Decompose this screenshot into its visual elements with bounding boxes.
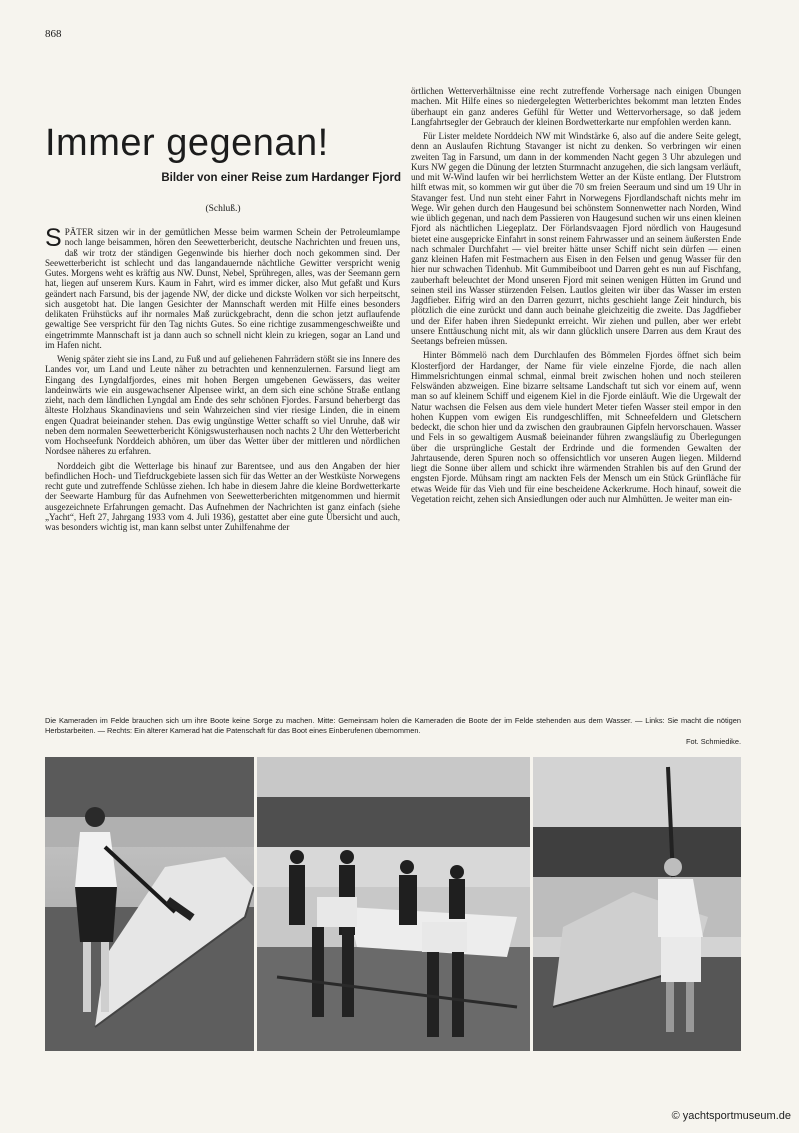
- photo-left-woman-scraping-boat: [45, 757, 254, 1051]
- watermark: © yachtsportmuseum.de: [671, 1110, 791, 1122]
- paragraph: Hinter Bömmelö nach dem Durchlaufen des Bömmelen Fjordes öffnet sich beim Klosterfjord der Hardanger, der Name für viele einzelne Fjorde, die nach allen Himmelsrichtungen einmal schmal, einmal breit zwischen hohen und noch steileren Felswänden abzweigen. Eine bizarre seltsame Landschaft tut sich vor einem auf, wenn man so auf kleinem Schiff und eigenem Kiel in die Fjorde einläuft. Wie die Urgewalt der Natur wachsen die Felsen aus dem viele hundert Meter tiefen Wasser steil empor in den hohen Kuppen vom ewigen Eis rundgeschliffen, mit Schneefeldern und Gletschern bedeckt, die schon hier und da zwischen den graubraunen Gipfeln hervorschauen. Wasser und Fels in so gewaltigem Ausmaß beieinander führen zwangsläufig zu Überlegungen über die ursprüngliche Gestalt der Erdrinde und die formenden Gewalten der Jahrtausende, deren Spuren noch so offensichtlich vor unseren Augen liegen. Mildernd liegt die Sonne über allem und schickt ihre wärmenden Strahlen bis auf den Grund der engsten Fjorde. Mühsam ringt am nackten Fels der Mensch um ein Stück Grünfläche für etwas Weide für das Vieh und für eine bescheidene Ackerkrume. Hoch hinauf, soweit die Vegetation reicht, zehen sich Ansiedlungen oder auch nur Almhütten. Je weiter man ein-: [411, 350, 741, 504]
- paragraph: Für Lister meldete Norddeich NW mit Windstärke 6, also auf die andere Seite gelegt, denn an Auslaufen Richtung Stavanger ist nicht zu denken. So verbringen wir einen zweiten Tag in Farsund, um dann in der kommenden Nacht gegen 3 Uhr abzulegen und Kurs NW gegen die Dünung der letzten Sturmnacht anzugehen, die sich langsam verläuft, und mit W-Wind laufen wir bei herrlichstem Wetter an der Küste entlang. Der Flutstrom hilft etwas mit, so kommen wir gut über die 70 sm freien Seeraum und sind um 19 Uhr in Stavanger fest. Und nun steht einer Fahrt in Norwegens Fjordlandschaft nichts mehr im Wege. Wir gehen durch den Haugesund bei schönstem Sonnenwetter nach Norden, Wind wie üblich gegenan, und nach dem Passieren von Haugesund suchen wir uns einen kleinen Fjord als nächtlichen Liegeplatz. Der Förlandsvaagen Fjord nördlich von Haugesund bietet eine ausgepricke Einfahrt in sonst reinem Fahrwasser und an seinem äußersten Ende nach schmaler Durchfahrt — viel breiter hätte unser Schiff nicht sein dürfen — einen ganz kleinen Hafen mit Festmachern aus Eisen in den Felsen und genug Wasser für den hier nur schwachen Tidenhub. Mit Gummibeiboot und Darren geht es nun auf Fischfang, zauberhaft beleuchtet der Mond unseren Fjord mit seinen wenigen Hütten im Grund und seinen steil ins Wasser stürzenden Felsen. Lautlos gleiten wir über das Wasser im ersten Jagdfieber. Eifrig wird an den Darren gezurrt, nichts geschieht lange Zeit hindurch, bis plötzlich die eine zurückt und dann auch beinahe gleichzeitig die zweite. Das Jagdfieber und der Eifer haben ihren Siedepunkt erreicht. Wir ziehen und pullen, aber wer erlebt unsere Enttäuschung nicht mit, als wir dann glücklich unsere Darren aus dem Kraut des Seetangs befreien müssen.: [411, 131, 741, 346]
- photo-right-man-with-boat: [533, 757, 741, 1051]
- paragraph: Wenig später zieht sie ins Land, zu Fuß und auf geliehenen Fahrrädern stößt sie ins Innere des Landes vor, um Land und Leute näher zu betrachten und kennenzulernen. Farsund liegt am Eingang des Lyngdalfjordes, eines mit hohen Bergen umgebenen Gewässers, das weiter landeinwärts wie ein ausgewachsener Alpensee wirkt, an dem sich eine schöne Straße entlang zieht, nach dem ländlichen Lyngdal am Ende des sehr schönen Fjordes. Farsund beherbergt das älteste Holzhaus Skandinaviens und sein Wahrzeichen sind vier riesige Linden, die in einem engen Quadrat beieinander stehen. Das ewig ungünstige Wetter schafft so viel Unruhe, daß wir neben dem normalen Seewetterbericht Königswusterhausen noch nachts 2 Uhr den Wetterbericht vom Hochseefunk Norddeich abhören, um über das Wetter über der mittleren und nördlichen Nordsee näheres zu erfahren.: [45, 354, 400, 457]
- continuation-note: (Schluß.): [205, 204, 241, 214]
- left-column: [45, 224, 400, 536]
- dropcap: S: [45, 224, 62, 252]
- photo-caption: Die Kameraden im Felde brauchen sich um ihre Boote keine Sorge zu machen. Mitte: Gemeinsam holen die Kameraden die Boote der im Felde stehenden aus dem Wasser. — Links: Sie macht die nötigen Herbstarbeiten. — Rechts: Ein älterer Kamerad hat die Patenschaft für das Boot eines Einberufenen übernommen.: [45, 716, 741, 735]
- paragraph: örtlichen Wetterverhältnisse eine recht zutreffende Vorhersage nach einigen Übungen machen. Mit Hilfe eines so niedergelegten Wetterberichtes bekommt man letzten Endes überhaupt ein ganz anderes Gefühl für Wetter und Wettervorhersage, so daß jedem Langfahrtsegler der Gebrauch der kleinen Bordwetterkarte nur empfohlen werden kann.: [411, 86, 741, 127]
- photo-middle-group-hauling-boat: [257, 757, 530, 1051]
- page-number: 868: [45, 28, 62, 40]
- photo-credit: Fot. Schmiedike.: [685, 737, 741, 746]
- right-column: [411, 86, 741, 508]
- article-title: Immer gegenan!: [45, 122, 329, 164]
- article-subtitle: Bilder von einer Reise zum Hardanger Fjord: [161, 172, 401, 184]
- paragraph: SPÄTER sitzen wir in der gemütlichen Messe beim warmen Schein der Petroleumlampe noch lange beisammen, hören den Seewetterbericht, deutsche Nachrichten und freuen uns, daß wir trotz der ständigen Gegenwinde bis hierher doch noch gekommen sind. Der Seewetterbericht ist schlecht und das langandauernde nächtliche Gewitter verspricht wenig Gutes. Morgens weht es kräftig aus NW. Dunst, Nebel, Sprühregen, alles, was der Seemann gern hat, liegen auf unserem Kurs. Kaum in Fahrt, wird es immer dicker, also Mut gefaßt und Kurs geändert nach Farsund, bis der jagende NW, der dicke und dickste Wolken vor sich herpeitscht, sich ausgetobt hat. Die langen Gesichter der Mannschaft werden mit Hilfe eines besonders delikaten Frühstücks auf ihr normales Maß zurückgebracht, denn die schon jetzt auflaufende gewaltige See verspricht für den Tag nichts Gutes. So eine richtige zusammengeschweißte und eingetrimmte Mannschaft ist ja dann auch so schnell nicht klein zu kriegen, sogar an Land und im Hafen nicht.: [45, 224, 400, 350]
- paragraph: Norddeich gibt die Wetterlage bis hinauf zur Barentsee, und aus den Angaben der hier befindlichen Hoch- und Tiefdruckgebiete lassen sich für das Wetter an der Westküste Norwegens recht gute und zutreffende Schlüsse ziehen. Ich habe in diesem Jahre die kleine Bordwetterkarte der Seewarte Hamburg für das Aufnehmen von Seewetterberichten mitgenommen und hiermit ausgezeichnete Erfahrungen gemacht. Das Aufnehmen der Nachrichten ist ganz einfach (siehe „Yacht“, Heft 27, Jahrgang 1933 vom 4. Juli 1936), gestattet aber eine gute Übersicht und auch, was besonders wichtig ist, man kann selbst unter Zuhilfenahme der: [45, 460, 400, 532]
